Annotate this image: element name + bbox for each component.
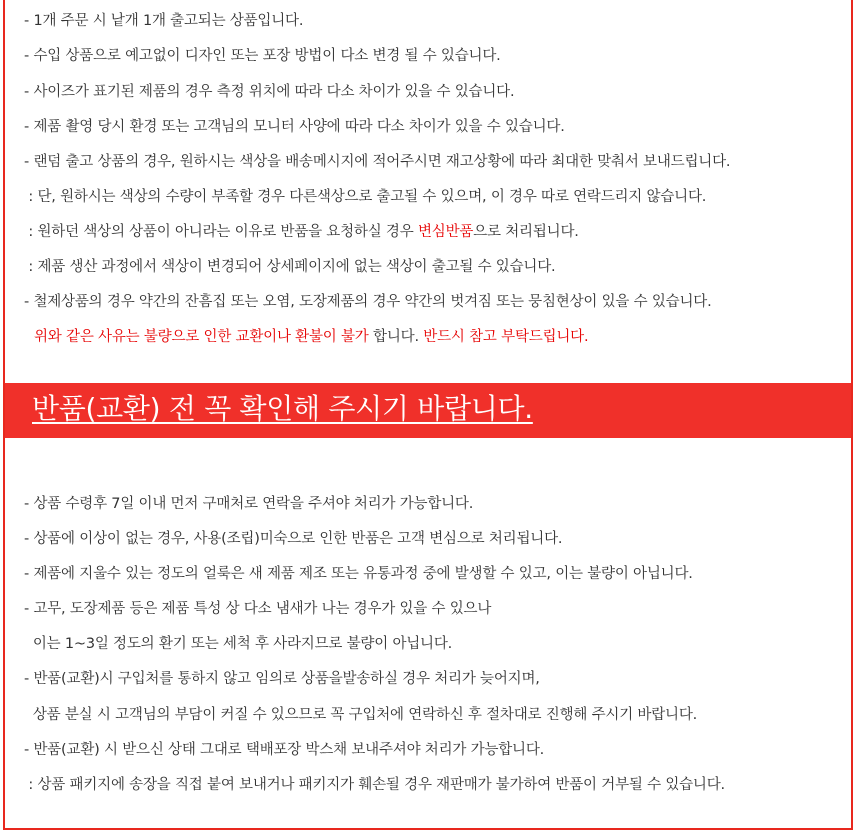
notice-line-1: - 1개 주문 시 낱개 1개 출고되는 상품입니다. — [24, 13, 304, 29]
warning-red-1: 위와 같은 사유는 불량으로 인한 교환이나 환불이 불가 — [34, 329, 369, 345]
notice-frame — [3, 0, 853, 830]
return-line-2: - 상품에 이상이 없는 경우, 사용(조립)미숙으로 인한 반품은 고객 변심으로 처리됩니다. — [24, 531, 563, 547]
return-line-8: - 반품(교환) 시 받으신 상태 그대로 택배포장 박스채 보내주셔야 처리가 가능합니다. — [24, 742, 545, 758]
notice-line-6: : 단, 원하시는 색상의 수량이 부족할 경우 다른색상으로 출고될 수 있으며, 이 경우 따로 연락드리지 않습니다. — [24, 189, 707, 205]
notice-line-5: - 랜덤 출고 상품의 경우, 원하시는 색상을 배송메시지에 적어주시면 재고상황에 따라 최대한 맞춰서 보내드립니다. — [24, 154, 731, 170]
return-line-4: - 고무, 도장제품 등은 제품 특성 상 다소 냄새가 나는 경우가 있을 수 있으나 — [24, 601, 492, 617]
warning-line — [34, 327, 588, 347]
change-of-mind-highlight: 변심반품 — [417, 224, 474, 240]
return-banner — [5, 383, 851, 438]
notice-line-7 — [24, 222, 579, 242]
warning-mid: 합니다. — [368, 329, 424, 345]
return-line-3: - 제품에 지울수 있는 정도의 얼룩은 새 제품 제조 또는 유통과정 중에 발생할 수 있고, 이는 불량이 아닙니다. — [24, 566, 693, 582]
notice-line-4: - 제품 촬영 당시 환경 또는 고객님의 모니터 사양에 따라 다소 차이가 있을 수 있습니다. — [24, 119, 565, 135]
banner-title: 반품(교환) 전 꼭 확인해 주시기 바랍니다. — [32, 392, 533, 425]
notice-line-7-after: 으로 처리됩니다. — [473, 224, 579, 240]
return-line-1: - 상품 수령후 7일 이내 먼저 구매처로 연락을 주셔야 처리가 가능합니다. — [24, 496, 474, 512]
return-line-9: : 상품 패키지에 송장을 직접 붙여 보내거나 패키지가 훼손될 경우 재판매가 불가하여 반품이 거부될 수 있습니다. — [24, 777, 725, 793]
return-line-7: 상품 분실 시 고객님의 부담이 커질 수 있으므로 꼭 구입처에 연락하신 후 절차대로 진행해 주시기 바랍니다. — [24, 707, 698, 723]
notice-line-3: - 사이즈가 표기된 제품의 경우 측정 위치에 따라 다소 차이가 있을 수 있습니다. — [24, 84, 515, 100]
return-line-6: - 반품(교환)시 구입처를 통하지 않고 임의로 상품을발송하실 경우 처리가 늦어지며, — [24, 671, 540, 687]
notice-line-7-before: : 원하던 색상의 상품이 아니라는 이유로 반품을 요청하실 경우 — [24, 224, 418, 240]
warning-red-2: 반드시 참고 부탁드립니다. — [423, 329, 589, 345]
notice-line-2: - 수입 상품으로 예고없이 디자인 또는 포장 방법이 다소 변경 될 수 있습니다. — [24, 48, 501, 64]
notice-line-9: - 철제상품의 경우 약간의 잔흠집 또는 오염, 도장제품의 경우 약간의 벗겨짐 또는 뭉침현상이 있을 수 있습니다. — [24, 294, 712, 310]
notice-line-8: : 제품 생산 과정에서 색상이 변경되어 상세페이지에 없는 색상이 출고될 수 있습니다. — [24, 259, 556, 275]
return-line-5: 이는 1~3일 정도의 환기 또는 세척 후 사라지므로 불량이 아닙니다. — [24, 636, 453, 652]
